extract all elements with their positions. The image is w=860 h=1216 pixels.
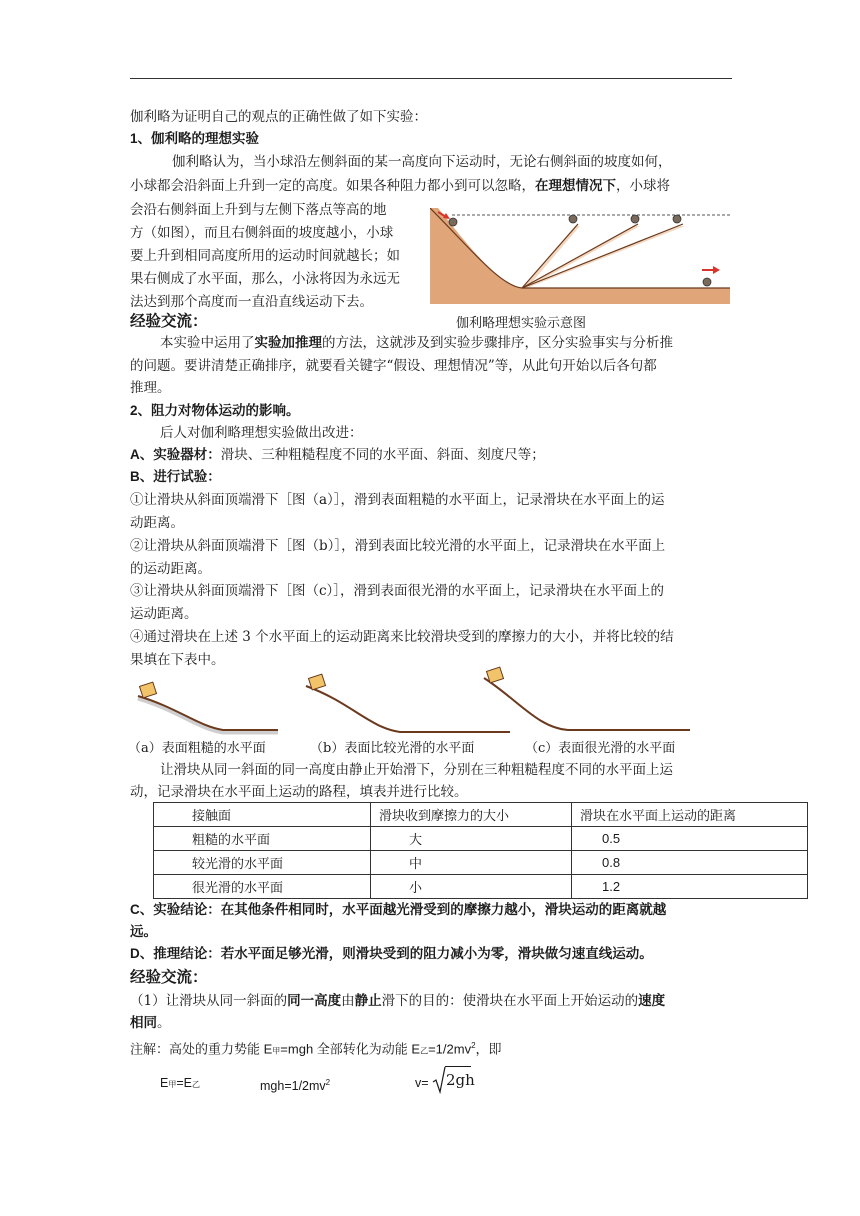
- table-row: [154, 851, 808, 875]
- conclusion-c-line2: 远。: [130, 924, 157, 939]
- ex2-line2: 相同。: [130, 1015, 171, 1031]
- s1-line1: 伽利略认为，当小球沿左侧斜面的某一高度向下运动时，无论右侧斜面的坡度如何，: [172, 154, 672, 170]
- equipment-line: A、实验器材：滑块、三种粗糙程度不同的水平面、斜面、刻度尺等；: [130, 447, 545, 463]
- section1-heading: 1、伽利略的理想实验: [130, 131, 260, 146]
- ex2-line1: （1）让滑块从同一斜面的同一高度由静止滑下的目的：使滑块在水平面上开始运动的速度: [130, 993, 666, 1009]
- table-header-row: [154, 803, 808, 827]
- s2-intro: 后人对伽利略理想实验做出改进：: [160, 425, 363, 441]
- formula-energy-equality: E甲=E乙: [160, 1076, 200, 1090]
- exchange2-heading: 经验交流：: [130, 968, 208, 986]
- ex1-line2: 的问题。要讲清楚正确排序，就要看关键字“假设、理想情况”等，从此句开始以后各句都: [130, 358, 657, 374]
- table-header: 接触面: [154, 803, 371, 827]
- formula-velocity: v=: [415, 1076, 429, 1090]
- table-cell: 0.5: [572, 827, 808, 851]
- step4-line2: 果填在下表中。: [130, 652, 225, 668]
- table-header: 滑块收到摩擦力的大小: [371, 803, 572, 827]
- header-rule: [130, 78, 732, 79]
- table-cell: 很光滑的水平面: [154, 875, 371, 899]
- exchange1-heading: 经验交流：: [130, 312, 208, 330]
- ex1-line1: 本实验中运用了实验加推理的方法，这就涉及到实验步骤排序，区分实验事实与分析推: [160, 335, 673, 351]
- step1-line1: ①让滑块从斜面顶端滑下［图（a）］，滑到表面粗糙的水平面上，记录滑块在水平面上的运: [130, 492, 665, 508]
- table-cell: 粗糙的水平面: [154, 827, 371, 851]
- s1-line4: 方（如图），而且右侧斜面的坡度越小，小球: [130, 225, 394, 241]
- friction-table: [153, 802, 808, 899]
- table-row: [154, 827, 808, 851]
- table-cell: 0.8: [572, 851, 808, 875]
- table-cell: 较光滑的水平面: [154, 851, 371, 875]
- procedure-heading: B、进行试验：: [130, 469, 221, 484]
- conclusion-d: D、推理结论：若水平面足够光滑，则滑块受到的阻力减小为零，滑块做匀速直线运动。: [130, 946, 653, 961]
- caption-c: （c）表面很光滑的水平面: [525, 741, 676, 756]
- step1-line2: 动距离。: [130, 515, 184, 531]
- s1-line2: 小球都会沿斜面上升到一定的高度。如果各种阻力都小到可以忽略，在理想情况下，小球将: [130, 178, 670, 194]
- formula-mgh: $mgh=1/2mv^2$: [260, 1078, 331, 1094]
- caption-a: （a）表面粗糙的水平面: [128, 741, 266, 756]
- energy-note: 注解：高处的重力势能 E甲=mgh 全部转化为动能 E乙$=1/2mv^2$，即: [130, 1041, 502, 1057]
- s1-line6: 果右侧成了水平面，那么，小泳将因为永远无: [130, 271, 400, 287]
- section2-heading: 2、阻力对物体运动的影响。: [130, 403, 300, 418]
- step4-line1: ④通过滑块在上述 3 个水平面上的运动距离来比较滑块受到的摩擦力的大小，并将比较的结: [130, 629, 674, 645]
- table-cell: 中: [371, 851, 572, 875]
- figure-c-very-smooth-surface: [478, 666, 690, 738]
- s1-line7: 法达到那个高度而一直沿直线运动下去。: [130, 294, 373, 310]
- table-cell: 小: [371, 875, 572, 899]
- table-header: 滑块在水平面上运动的距离: [572, 803, 808, 827]
- figure-a-rough-surface: [128, 680, 278, 740]
- conclusion-c-line1: C、实验结论：在其他条件相同时，水平面越光滑受到的摩擦力越小，滑块运动的距离就越: [130, 902, 667, 917]
- galileo-ideal-experiment-figure: [430, 208, 730, 304]
- step2-line2: 的运动距离。: [130, 561, 211, 577]
- s1-line3: 会沿右侧斜面上升到与左侧下落点等高的地: [130, 202, 387, 218]
- desc-line2: 动，记录滑块在水平面上运动的路程，填表并进行比较。: [130, 784, 468, 800]
- table-cell: 大: [371, 827, 572, 851]
- table-cell: 1.2: [572, 875, 808, 899]
- ex1-line3: 推理。: [130, 380, 171, 396]
- desc-line1: 让滑块从同一斜面的同一高度由静止开始滑下，分别在三种粗糙程度不同的水平面上运: [160, 762, 673, 778]
- step2-line1: ②让滑块从斜面顶端滑下［图（b）］，滑到表面比较光滑的水平面上，记录滑块在水平面上: [130, 538, 666, 554]
- step3-line2: 运动距离。: [130, 606, 198, 622]
- caption-b: （b）表面比较光滑的水平面: [310, 741, 475, 756]
- table-row: [154, 875, 808, 899]
- sqrt-bar: [445, 1066, 471, 1067]
- sqrt-symbol: [432, 1066, 446, 1094]
- intro-text: 伽利略为证明自己的观点的正确性做了如下实验：: [130, 109, 427, 125]
- s1-line5: 要上升到相同高度所用的运动时间就越长；如: [130, 248, 400, 264]
- figure-caption: 伽利略理想实验示意图: [456, 316, 587, 331]
- sqrt-radicand: 2gh: [446, 1071, 475, 1089]
- step3-line1: ③让滑块从斜面顶端滑下［图（c）］，滑到表面很光滑的水平面上，记录滑块在水平面上的: [130, 583, 665, 599]
